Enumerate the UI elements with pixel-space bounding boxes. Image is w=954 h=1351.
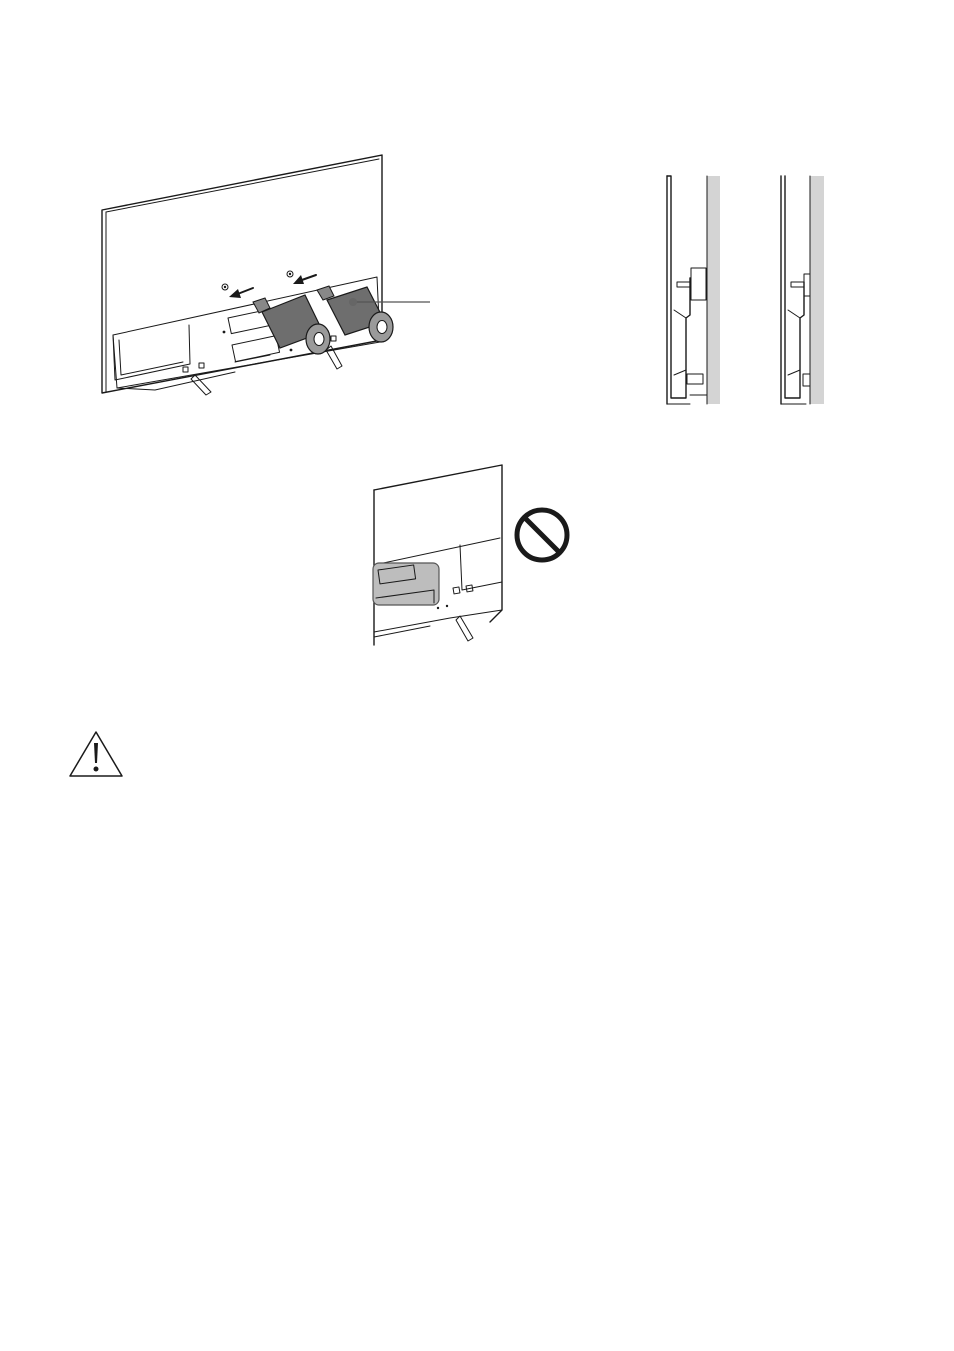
insert-arrows [229, 275, 316, 298]
screw-holes [222, 271, 293, 290]
tv-panel [102, 155, 382, 393]
prohibited-icon [517, 510, 567, 560]
side-view-with-bracket [667, 176, 720, 404]
highlighted-hole [373, 563, 439, 605]
side-view-flush [781, 176, 824, 404]
wall-side-views [660, 170, 830, 406]
rear-cover [113, 277, 380, 388]
tv-partial-back [374, 465, 502, 645]
tv-back-spacer-illustration [95, 150, 435, 400]
prohibited-hole-illustration [370, 460, 580, 645]
warning-triangle-icon [68, 730, 124, 778]
spacer-left [253, 295, 330, 354]
